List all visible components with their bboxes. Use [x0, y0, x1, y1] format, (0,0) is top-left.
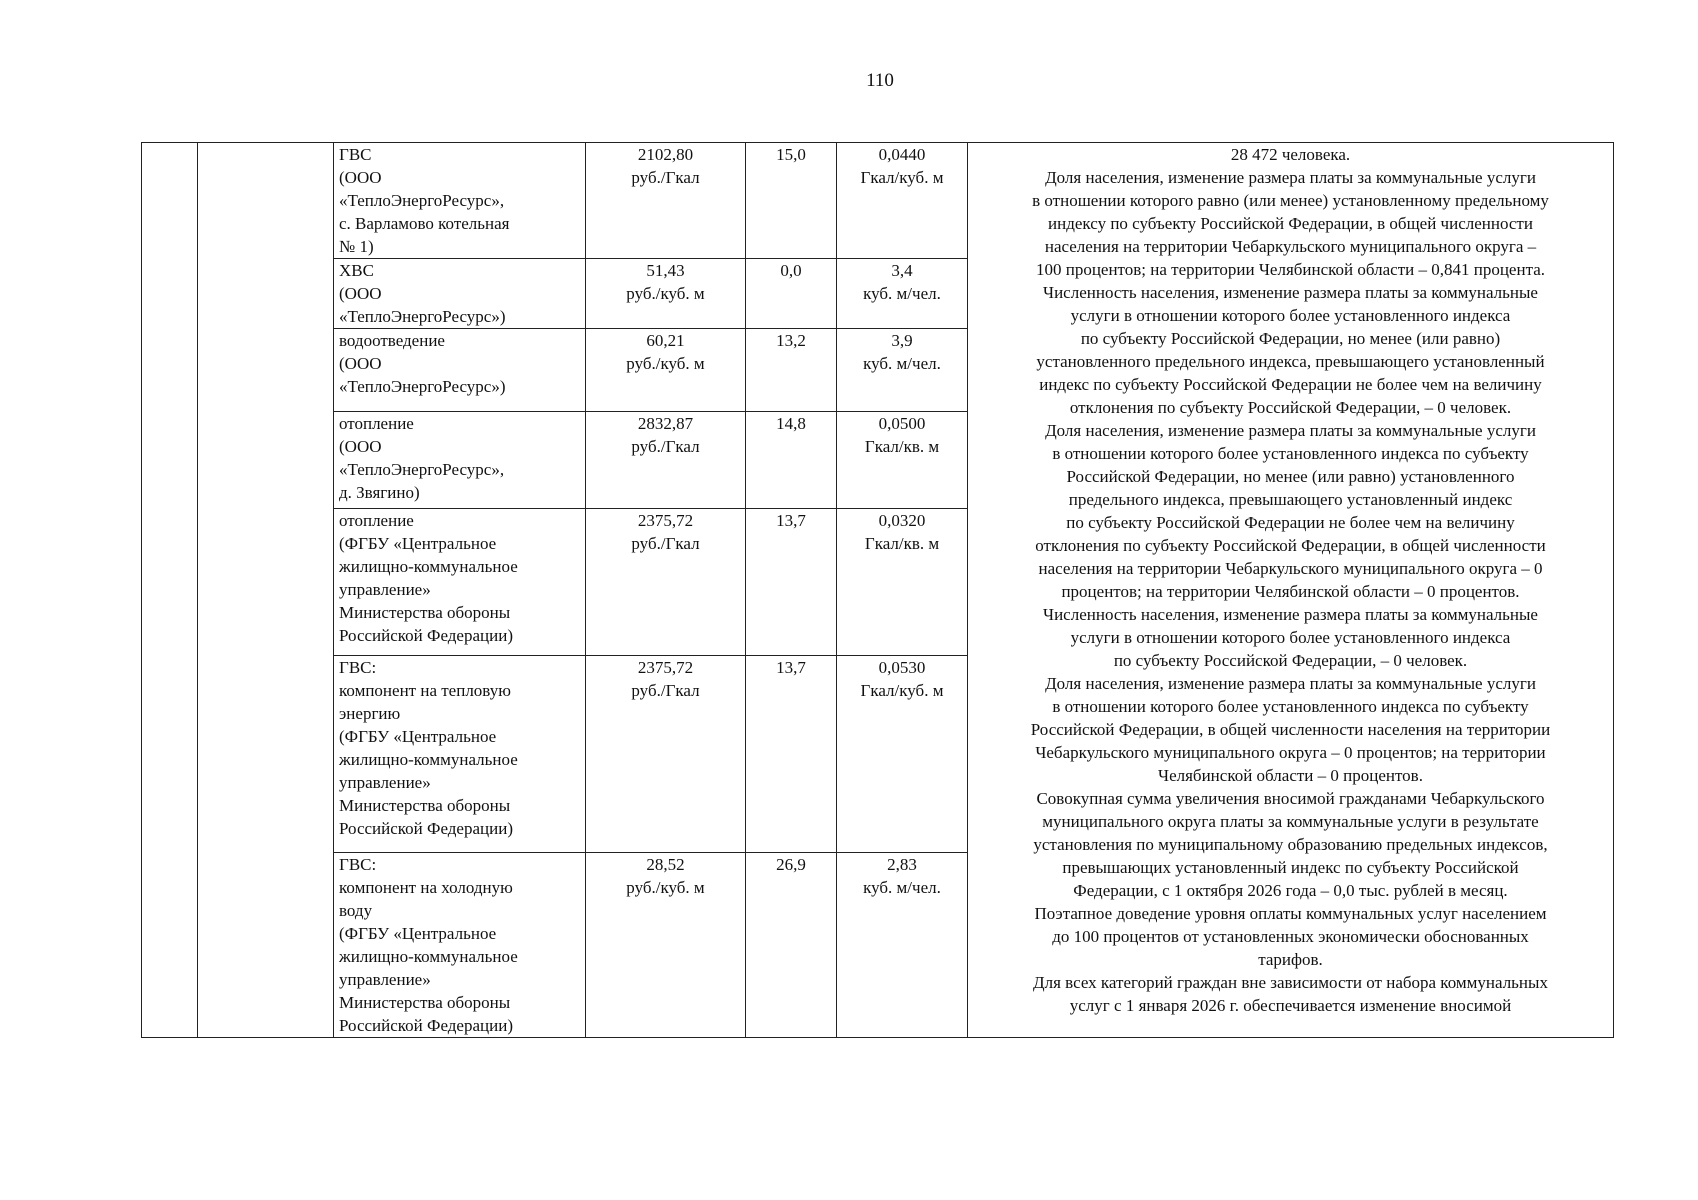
table-row	[142, 143, 1614, 259]
tariff-cell	[586, 853, 746, 1038]
description-line: услуг с 1 января 2026 г. обеспечивается изменение вносимой	[1069, 996, 1512, 1015]
service-name-line: жилищно-коммунальное	[339, 947, 518, 966]
change-percent-value: 13,7	[776, 658, 806, 677]
description-line: Челябинской области – 0 процентов.	[1158, 766, 1423, 785]
tariff-value: 2102,80	[637, 145, 694, 164]
description-line: предельного индекса, превышающего установленный индекс	[1068, 490, 1513, 509]
description-line: 100 процентов; на территории Челябинской области – 0,841 процента.	[1035, 260, 1546, 279]
service-name-line: отопление	[339, 511, 414, 530]
norm-unit: Гкал/куб. м	[860, 681, 944, 700]
consumption-norm-cell	[837, 329, 968, 412]
service-name-line: жилищно-коммунальное	[339, 557, 518, 576]
description-line: отклонения по субъекту Российской Федерации, – 0 человек.	[1069, 398, 1512, 417]
service-name-line: жилищно-коммунальное	[339, 750, 518, 769]
page-number: 110	[866, 70, 894, 91]
description-line: Чебаркульского муниципального округа – 0 процентов; на территории	[1035, 743, 1546, 762]
description-line: 28 472 человека.	[1230, 145, 1351, 164]
description-line: Численность населения, изменение размера платы за коммунальные	[1043, 283, 1538, 302]
description-line: отклонения по субъекту Российской Федерации, в общей численности	[1035, 536, 1546, 555]
service-name-line: управление»	[339, 773, 431, 792]
empty-cell-2	[198, 143, 334, 1038]
consumption-norm-cell	[837, 853, 968, 1038]
description-line: индексу по субъекту Российской Федерации, в общей численности	[1048, 214, 1533, 233]
description-line: в отношении которого равно (или менее) установленному предельному	[1032, 191, 1549, 210]
tariff-value: 2375,72	[637, 511, 694, 530]
service-name-cell	[334, 143, 586, 259]
description-line: Доля населения, изменение размера платы за коммунальные услуги	[1045, 421, 1536, 440]
service-name-cell	[334, 412, 586, 509]
tariff-unit: руб./куб. м	[626, 878, 705, 897]
description-line: Доля населения, изменение размера платы за коммунальные услуги	[1045, 168, 1536, 187]
description-line: населения на территории Чебаркульского муниципального округа – 0	[1038, 559, 1543, 578]
tariff-unit: руб./куб. м	[626, 354, 705, 373]
empty-cell-1	[142, 143, 198, 1038]
tariff-table-body	[142, 143, 1614, 1038]
tariff-cell	[586, 329, 746, 412]
service-name-line: «ТеплоЭнергоРесурс»)	[339, 307, 506, 326]
description-line: Совокупная сумма увеличения вносимой гражданами Чебаркульского	[1036, 789, 1545, 808]
norm-unit: куб. м/чел.	[863, 354, 941, 373]
consumption-norm-cell	[837, 656, 968, 853]
service-name-line: компонент на тепловую	[339, 681, 511, 700]
service-name-line: № 1)	[339, 237, 374, 256]
service-name-cell	[334, 259, 586, 329]
description-line: по субъекту Российской Федерации не более чем на величину	[1066, 513, 1515, 532]
description-line: превышающих установленный индекс по субъекту Российской	[1062, 858, 1519, 877]
service-name-line: Министерства обороны	[339, 993, 511, 1012]
service-name-line: «ТеплоЭнергоРесурс»)	[339, 377, 506, 396]
change-percent-value: 15,0	[776, 145, 806, 164]
description-line: услуги в отношении которого более установленного индекса	[1070, 306, 1511, 325]
tariff-unit: руб./Гкал	[631, 534, 700, 553]
service-name-line: с. Варламово котельная	[339, 214, 510, 233]
service-name-line: Российской Федерации)	[339, 626, 513, 645]
tariff-cell	[586, 259, 746, 329]
consumption-norm-cell	[837, 412, 968, 509]
service-name-line: Министерства обороны	[339, 796, 511, 815]
norm-unit: куб. м/чел.	[863, 284, 941, 303]
service-name-line: компонент на холодную	[339, 878, 513, 897]
norm-value: 3,9	[891, 331, 913, 350]
norm-unit: Гкал/кв. м	[864, 437, 940, 456]
service-name-line: Министерства обороны	[339, 603, 511, 622]
service-name-line: «ТеплоЭнергоРесурс»,	[339, 191, 505, 210]
norm-value: 0,0500	[878, 414, 926, 433]
change-percent-cell	[746, 656, 837, 853]
tariff-value: 51,43	[646, 261, 685, 280]
service-name-line: ГВС:	[339, 658, 377, 677]
consumption-norm-cell	[837, 259, 968, 329]
tariff-cell	[586, 143, 746, 259]
norm-unit: куб. м/чел.	[863, 878, 941, 897]
tariff-unit: руб./Гкал	[631, 681, 700, 700]
change-percent-cell	[746, 853, 837, 1038]
tariff-cell	[586, 656, 746, 853]
service-name-line: энергию	[339, 704, 401, 723]
change-percent-value: 13,2	[776, 331, 806, 350]
tariff-value: 2375,72	[637, 658, 694, 677]
description-line: Доля населения, изменение размера платы за коммунальные услуги	[1045, 674, 1536, 693]
service-name-line: ГВС	[339, 145, 372, 164]
service-name-line: (ООО	[339, 284, 382, 303]
description-line: установленного предельного индекса, превышающего установленный	[1036, 352, 1545, 371]
tariff-unit: руб./куб. м	[626, 284, 705, 303]
service-name-line: (ООО	[339, 168, 382, 187]
change-percent-value: 13,7	[776, 511, 806, 530]
service-name-cell	[334, 329, 586, 412]
service-name-line: (ФГБУ «Центральное	[339, 727, 497, 746]
service-name-line: (ФГБУ «Центральное	[339, 924, 497, 943]
description-line: Российской Федерации, но менее (или равно) установленного	[1066, 467, 1515, 486]
description-line: до 100 процентов от установленных экономически обоснованных	[1052, 927, 1529, 946]
service-name-line: управление»	[339, 580, 431, 599]
description-line: Для всех категорий граждан вне зависимости от набора коммунальных	[1033, 973, 1548, 992]
service-name-line: ХВС	[339, 261, 374, 280]
consumption-norm-cell	[837, 143, 968, 259]
norm-value: 0,0530	[878, 658, 926, 677]
tariff-table	[141, 142, 1614, 1038]
consumption-norm-cell	[837, 509, 968, 656]
tariff-value: 28,52	[646, 855, 685, 874]
change-percent-value: 14,8	[776, 414, 806, 433]
service-name-line: «ТеплоЭнергоРесурс»,	[339, 460, 505, 479]
description-line: в отношении которого более установленного индекса по субъекту	[1052, 697, 1529, 716]
service-name-line: Российской Федерации)	[339, 819, 513, 838]
description-line: муниципального округа платы за коммунальные услуги в результате	[1042, 812, 1539, 831]
norm-value: 3,4	[891, 261, 913, 280]
norm-unit: Гкал/куб. м	[860, 168, 944, 187]
description-line: населения на территории Чебаркульского муниципального округа –	[1044, 237, 1537, 256]
change-percent-cell	[746, 143, 837, 259]
description-line: в отношении которого более установленного индекса по субъекту	[1052, 444, 1529, 463]
description-line: по субъекту Российской Федерации, – 0 человек.	[1113, 651, 1468, 670]
norm-value: 0,0320	[878, 511, 926, 530]
service-name-cell	[334, 656, 586, 853]
service-name-line: воду	[339, 901, 373, 920]
service-name-cell	[334, 509, 586, 656]
tariff-value: 60,21	[646, 331, 685, 350]
description-line: Поэтапное доведение уровня оплаты коммунальных услуг населением	[1034, 904, 1547, 923]
service-name-line: (ФГБУ «Центральное	[339, 534, 497, 553]
change-percent-cell	[746, 412, 837, 509]
tariff-cell	[586, 509, 746, 656]
norm-value: 0,0440	[878, 145, 926, 164]
description-line: Численность населения, изменение размера платы за коммунальные	[1043, 605, 1538, 624]
service-name-line: ГВС:	[339, 855, 377, 874]
tariff-unit: руб./Гкал	[631, 437, 700, 456]
description-line: тарифов.	[1258, 950, 1323, 969]
change-percent-cell	[746, 259, 837, 329]
tariff-value: 2832,87	[637, 414, 694, 433]
change-percent-value: 26,9	[776, 855, 806, 874]
change-percent-cell	[746, 509, 837, 656]
description-line: индекс по субъекту Российской Федерации не более чем на величину	[1039, 375, 1542, 394]
service-name-cell	[334, 853, 586, 1038]
service-name-line: водоотведение	[339, 331, 445, 350]
tariff-unit: руб./Гкал	[631, 168, 700, 187]
description-line: услуги в отношении которого более установленного индекса	[1070, 628, 1511, 647]
description-line: Российской Федерации, в общей численности населения на территории	[1030, 720, 1551, 739]
change-percent-value: 0,0	[780, 261, 802, 280]
description-line: установления по муниципальному образованию предельных индексов,	[1033, 835, 1548, 854]
tariff-cell	[586, 412, 746, 509]
description-line: Федерации, с 1 октября 2026 года – 0,0 тыс. рублей в месяц.	[1073, 881, 1508, 900]
description-line: по субъекту Российской Федерации, но менее (или равно)	[1080, 329, 1501, 348]
population-impact-description	[968, 143, 1614, 1038]
service-name-line: отопление	[339, 414, 414, 433]
service-name-line: управление»	[339, 970, 431, 989]
service-name-line: д. Звягино)	[339, 483, 420, 502]
norm-value: 2,83	[887, 855, 917, 874]
service-name-line: (ООО	[339, 354, 382, 373]
change-percent-cell	[746, 329, 837, 412]
service-name-line: Российской Федерации)	[339, 1016, 513, 1035]
service-name-line: (ООО	[339, 437, 382, 456]
description-line: процентов; на территории Челябинской области – 0 процентов.	[1061, 582, 1520, 601]
norm-unit: Гкал/кв. м	[864, 534, 940, 553]
